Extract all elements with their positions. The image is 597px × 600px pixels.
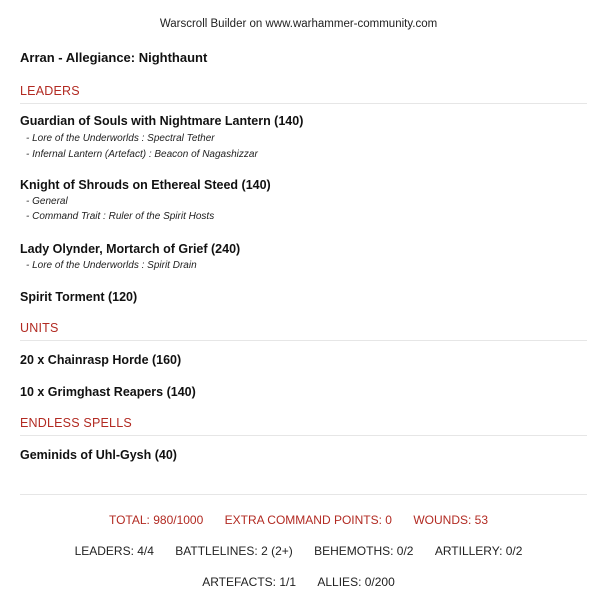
unit-entry-geminids: Geminids of Uhl-Gysh (40): [20, 448, 177, 462]
summary-roles: [0, 544, 597, 558]
section-header-endless-spells: ENDLESS SPELLS: [20, 416, 587, 436]
unit-entry-grimghast-reapers: 10 x Grimghast Reapers (140): [20, 385, 196, 399]
battlelines-count: BATTLELINES: 2 (2+): [175, 544, 293, 558]
unit-entry-chainrasp-horde: 20 x Chainrasp Horde (160): [20, 353, 182, 367]
summary-totals: [0, 513, 597, 527]
allies-count: ALLIES: 0/200: [317, 575, 395, 589]
unit-detail: - Command Trait : Ruler of the Spirit Hosts: [26, 211, 215, 222]
unit-detail: - General: [26, 196, 68, 207]
leaders-count: LEADERS: 4/4: [74, 544, 154, 558]
unit-entry-spirit-torment: Spirit Torment (120): [20, 290, 138, 304]
artillery-count: ARTILLERY: 0/2: [434, 544, 523, 558]
unit-entry-guardian-of-souls: Guardian of Souls with Nightmare Lantern (140): [20, 114, 304, 128]
unit-detail: - Lore of the Underworlds : Spirit Drain: [26, 260, 197, 271]
total-points: TOTAL: 980/1000: [108, 513, 204, 527]
section-header-units: UNITS: [20, 321, 587, 341]
artefacts-count: ARTEFACTS: 1/1: [202, 575, 297, 589]
unit-entry-knight-of-shrouds: Knight of Shrouds on Ethereal Steed (140): [20, 178, 271, 192]
wounds-count: WOUNDS: 53: [413, 513, 489, 527]
behemoths-count: BEHEMOTHS: 0/2: [314, 544, 414, 558]
unit-entry-lady-olynder: Lady Olynder, Mortarch of Grief (240): [20, 242, 241, 256]
unit-detail: - Infernal Lantern (Artefact) : Beacon of Nagashizzar: [26, 149, 258, 160]
extra-command-points: EXTRA COMMAND POINTS: 0: [224, 513, 392, 527]
summary-divider: [20, 494, 587, 495]
unit-detail: - Lore of the Underworlds : Spectral Tether: [26, 133, 215, 144]
army-title: Arran - Allegiance: Nighthaunt: [20, 50, 208, 65]
page-header: Warscroll Builder on www.warhammer-community.com: [159, 18, 438, 30]
summary-extras: [0, 575, 597, 589]
section-header-leaders: LEADERS: [20, 84, 587, 104]
